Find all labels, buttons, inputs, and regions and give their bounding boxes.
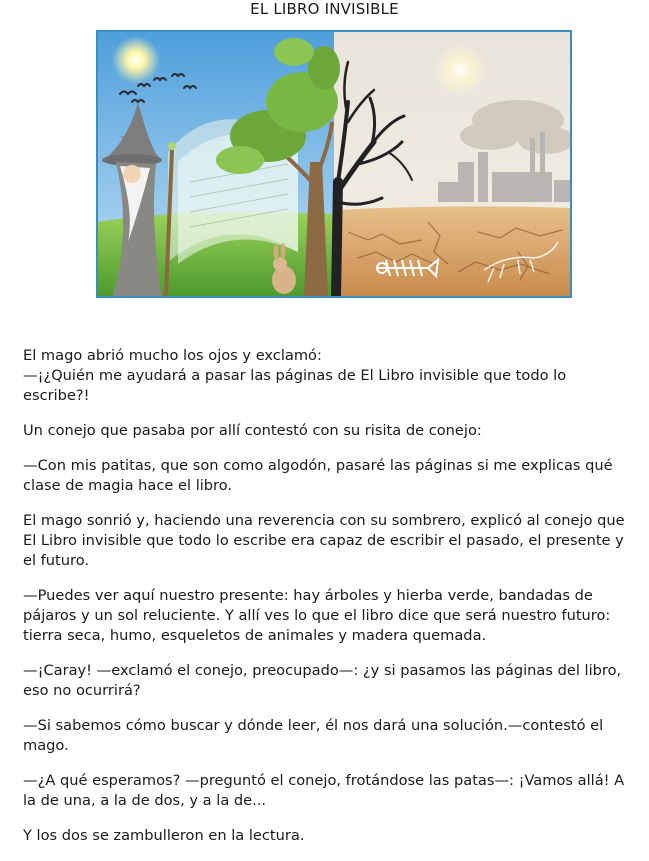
story-paragraph: —Puedes ver aquí nuestro presente: hay árboles y hierba verde, bandadas de pájaros y un sol reluciente. Y allí ves lo que el libro dice que será nuestro futuro: tierra seca, humo, esqueletos de animales y madera quemada. (23, 587, 611, 644)
story-paragraph: El mago sonrió y, haciendo una reverencia con su sombrero, explicó al conejo que El Libro invisible que todo lo escribe era capaz de escribir el pasado, el presente y el futuro. (23, 512, 625, 569)
story-paragraph: Un conejo que pasaba por allí contestó con su risita de conejo: (23, 422, 482, 439)
story-paragraph: —Si sabemos cómo buscar y dónde leer, él nos dará una solución.—contestó el mago. (23, 717, 604, 754)
story-paragraph: —Con mis patitas, que son como algodón, pasaré las páginas si me explicas qué clase de magia hace el libro. (23, 457, 613, 494)
page-title: EL LIBRO INVISIBLE (250, 0, 399, 18)
story-paragraph: Y los dos se zambulleron en la lectura. (23, 827, 305, 844)
story-illustration (96, 30, 572, 298)
story-text (23, 346, 633, 861)
dry-ground (334, 206, 570, 296)
story-paragraph: —¡¿Quién me ayudará a pasar las páginas de El Libro invisible que todo lo escribe?! (23, 367, 567, 404)
illustration-scene (98, 32, 570, 296)
story-paragraph: —¿A qué esperamos? —preguntó el conejo, frotándose las patas—: ¡Vamos allá! A la de una, a la de dos, y a la de... (23, 772, 625, 809)
bright-sun-icon (112, 36, 160, 84)
story-paragraph: El mago abrió mucho los ojos y exclamó: (23, 347, 322, 364)
story-paragraph: —¡Caray! —exclamó el conejo, preocupado—: ¿y si pasamos las páginas del libro, eso no ocurrirá? (23, 662, 622, 699)
hazy-sun-icon (434, 44, 486, 96)
